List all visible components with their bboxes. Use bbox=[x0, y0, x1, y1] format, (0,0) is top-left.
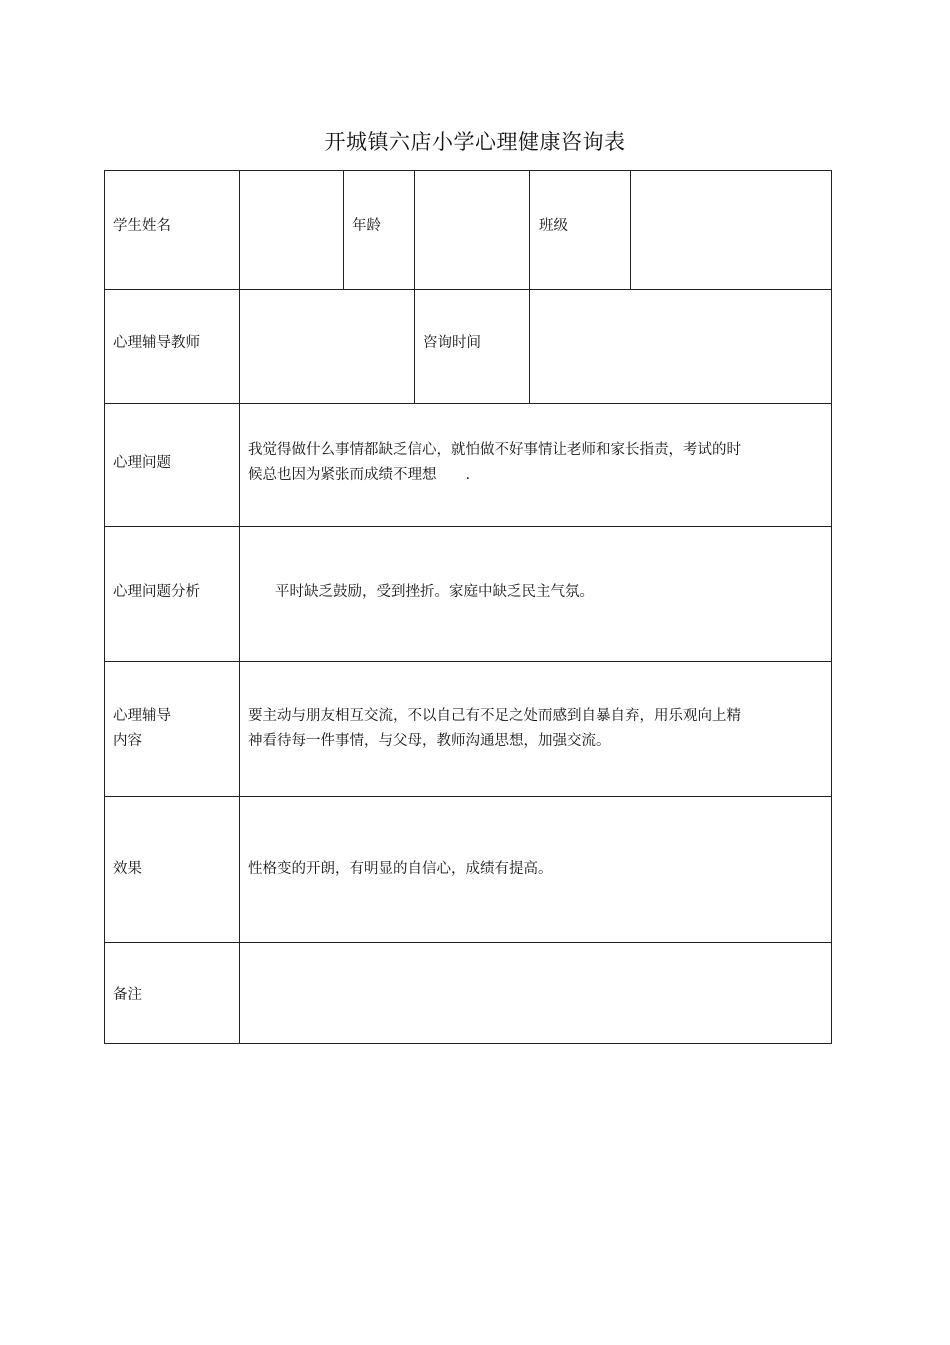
counseling-label-line1: 心理辅导 bbox=[113, 708, 171, 724]
column-divider bbox=[630, 170, 631, 289]
table-frame bbox=[104, 170, 832, 1044]
student-name-label: 学生姓名 bbox=[113, 218, 171, 234]
age-label: 年龄 bbox=[352, 218, 381, 234]
page-title: 开城镇六店小学心理健康咨询表 bbox=[324, 130, 626, 154]
analysis-label: 心理问题分析 bbox=[113, 584, 200, 600]
counseling-text-line2: 神看待每一件事情，与父母，教师沟通思想，加强交流。 bbox=[248, 733, 611, 749]
analysis-text: 平时缺乏鼓励，受到挫折。家庭中缺乏民主气氛。 bbox=[275, 584, 594, 600]
teacher-label: 心理辅导教师 bbox=[113, 335, 200, 351]
row-divider bbox=[104, 942, 832, 943]
problem-text-line2: 候总也因为紧张而成绩不理想 . bbox=[248, 467, 471, 483]
remarks-label: 备注 bbox=[113, 987, 142, 1003]
problem-text-line1: 我觉得做什么事情都缺乏信心，就怕做不好事情让老师和家长指责，考试的时 bbox=[248, 442, 741, 458]
row-divider bbox=[104, 526, 832, 527]
column-divider bbox=[343, 170, 344, 289]
effect-text: 性格变的开朗，有明显的自信心，成绩有提高。 bbox=[248, 861, 553, 877]
column-divider bbox=[414, 170, 415, 403]
counseling-label-line2: 内容 bbox=[113, 733, 142, 749]
row-divider bbox=[104, 796, 832, 797]
row-divider bbox=[104, 289, 832, 290]
counseling-text-line1: 要主动与朋友相互交流，不以自己有不足之处而感到自暴自弃，用乐观向上精 bbox=[248, 708, 741, 724]
column-divider bbox=[239, 170, 240, 1044]
effect-label: 效果 bbox=[113, 861, 142, 877]
row-divider bbox=[104, 661, 832, 662]
problem-label: 心理问题 bbox=[113, 455, 171, 471]
row-divider bbox=[104, 403, 832, 404]
class-label: 班级 bbox=[539, 218, 568, 234]
consult-time-label: 咨询时间 bbox=[423, 335, 481, 351]
column-divider bbox=[529, 170, 530, 403]
